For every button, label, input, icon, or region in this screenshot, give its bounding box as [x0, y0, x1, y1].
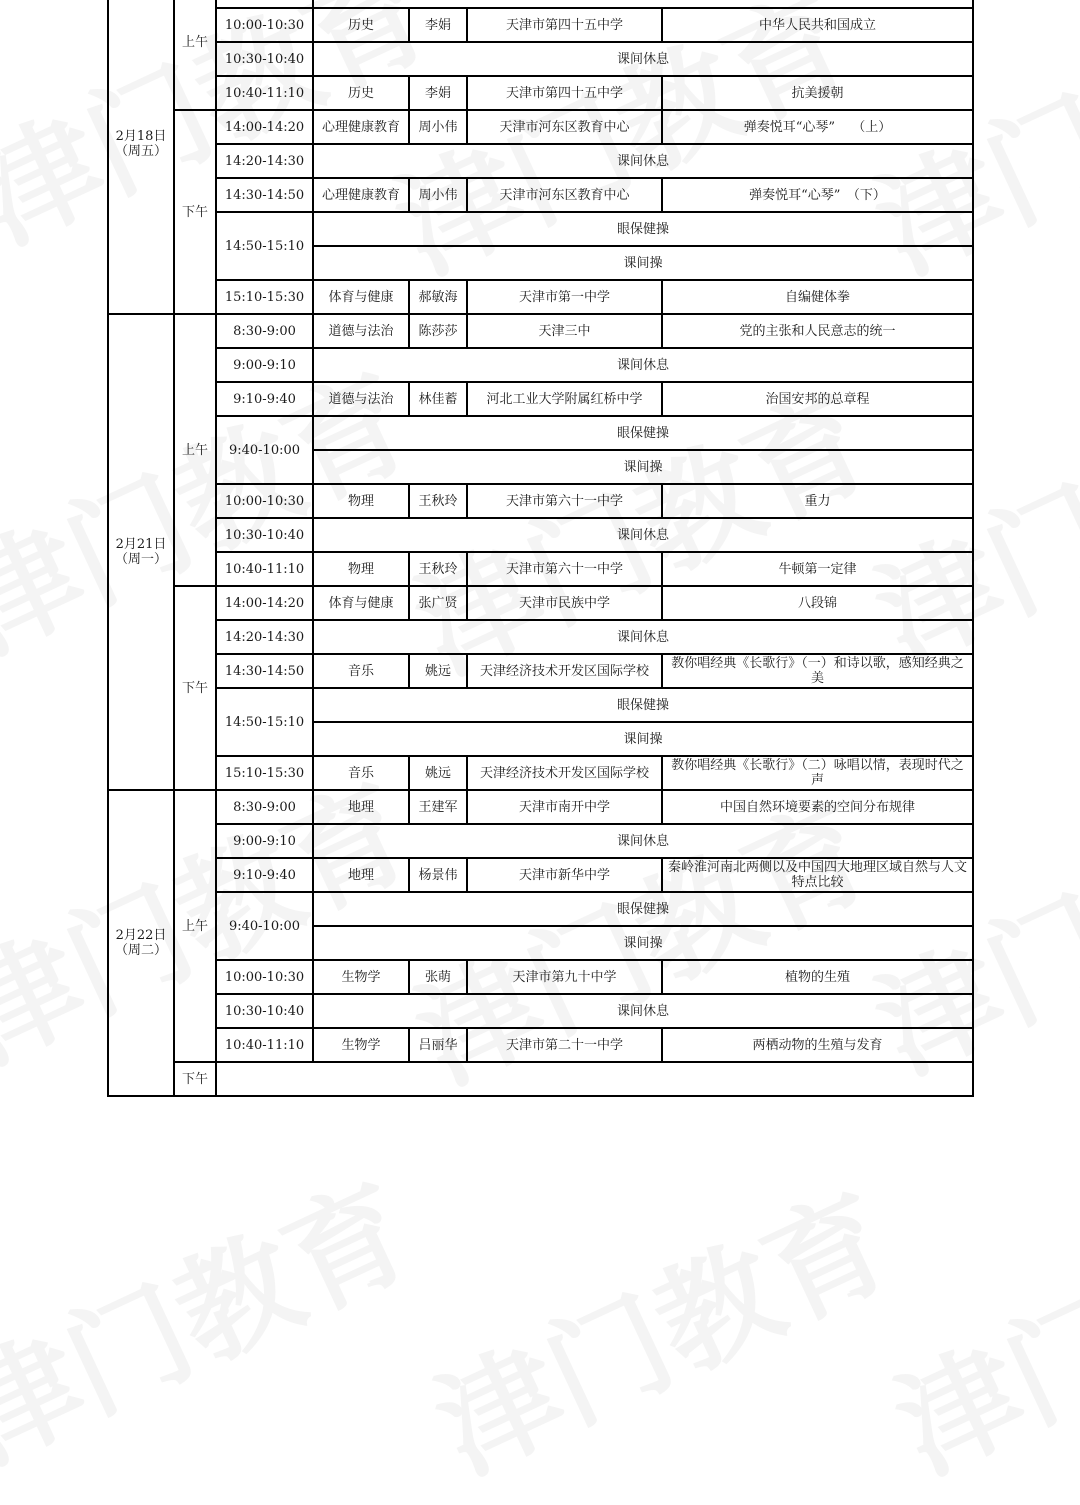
break-cell: 课间休息: [313, 824, 973, 858]
school-cell: 天津市南开中学: [467, 790, 662, 824]
school-cell: 天津市第六十一中学: [467, 484, 662, 518]
break-cell: 眼保健操: [313, 892, 973, 926]
time-cell: 14:50-15:10: [216, 688, 313, 756]
topic-cell: 教你唱经典《长歌行》（一）和诗以歌，感知经典之美: [662, 654, 973, 688]
topic-cell: 自编健体拳: [662, 280, 973, 314]
table-row: [108, 280, 973, 314]
school-cell: 天津三中: [467, 314, 662, 348]
time-cell: 14:00-14:20: [216, 586, 313, 620]
period-cell: 下午: [174, 110, 216, 314]
teacher-cell: 张广贤: [409, 586, 467, 620]
table-row: [108, 654, 973, 688]
teacher-cell: 张萌: [409, 960, 467, 994]
school-cell: 河北工业大学附属红桥中学: [467, 382, 662, 416]
subject-cell: 地理: [313, 790, 409, 824]
teacher-cell: 林佳蓄: [409, 382, 467, 416]
table-row: [108, 144, 973, 178]
break-cell: 课间操: [313, 926, 973, 960]
table-row: [108, 110, 973, 144]
time-cell: 9:00-9:10: [216, 824, 313, 858]
table-row: [108, 960, 973, 994]
table-row: [108, 518, 973, 552]
topic-cell: 两栖动物的生殖与发育: [662, 1028, 973, 1062]
school-cell: 天津市第四十五中学: [467, 76, 662, 110]
topic-cell: 中华人民共和国成立: [662, 8, 973, 42]
topic-cell: 中国自然环境要素的空间分布规律: [662, 790, 973, 824]
teacher-cell: 王建军: [409, 790, 467, 824]
period-cell: 下午: [174, 586, 216, 790]
time-cell: 10:00-10:30: [216, 8, 313, 42]
time-cell: 14:30-14:50: [216, 178, 313, 212]
table-row: [108, 382, 973, 416]
break-cell: 课间操: [313, 246, 973, 280]
time-cell: 15:10-15:30: [216, 280, 313, 314]
teacher-cell: 周小伟: [409, 178, 467, 212]
watermark: [0, 1137, 434, 1496]
time-cell: [216, 0, 313, 8]
date-cell: [108, 790, 174, 1096]
table-row: [108, 76, 973, 110]
table-row: [108, 994, 973, 1028]
watermark: [866, 1147, 1080, 1505]
date-text: 2月18日: [115, 129, 167, 144]
teacher-cell: 王秋玲: [409, 484, 467, 518]
teacher-cell: 杨景伟: [409, 858, 467, 892]
school-cell: 天津市河东区教育中心: [467, 178, 662, 212]
topic-cell: 植物的生殖: [662, 960, 973, 994]
teacher-cell: 陈莎莎: [409, 314, 467, 348]
weekday-text: （周五）: [114, 144, 167, 159]
table-row: [108, 858, 973, 892]
break-cell: 课间休息: [313, 144, 973, 178]
teacher-cell: 李娟: [409, 76, 467, 110]
break-cell: 课间操: [313, 450, 973, 484]
topic-cell: 牛顿第一定律: [662, 552, 973, 586]
subject-cell: 音乐: [313, 756, 409, 790]
time-cell: 14:50-15:10: [216, 212, 313, 280]
time-cell: 10:30-10:40: [216, 994, 313, 1028]
break-cell: 课间操: [313, 722, 973, 756]
table-row: [108, 824, 973, 858]
break-cell: 课间休息: [313, 994, 973, 1028]
school-cell: 天津市新华中学: [467, 858, 662, 892]
date-cell: [108, 314, 174, 790]
time-cell: 14:20-14:30: [216, 144, 313, 178]
table-row: [108, 42, 973, 76]
table-row: [108, 586, 973, 620]
time-cell: 8:30-9:00: [216, 790, 313, 824]
time-cell: 14:00-14:20: [216, 110, 313, 144]
school-cell: 天津市第一中学: [467, 280, 662, 314]
topic-cell: 重力: [662, 484, 973, 518]
break-cell: 课间休息: [313, 620, 973, 654]
table-row: [108, 212, 973, 246]
subject-cell: 历史: [313, 8, 409, 42]
teacher-cell: 吕丽华: [409, 1028, 467, 1062]
period-cell: 下午: [174, 1062, 216, 1096]
time-cell: 10:30-10:40: [216, 518, 313, 552]
break-cell: 眼保健操: [313, 688, 973, 722]
date-text: 2月22日: [115, 928, 167, 943]
empty-cell: [216, 1062, 973, 1096]
school-cell: 天津市河东区教育中心: [467, 110, 662, 144]
teacher-cell: 姚远: [409, 756, 467, 790]
table-row: [108, 790, 973, 824]
subject-cell: 体育与健康: [313, 586, 409, 620]
break-cell: 眼保健操: [313, 416, 973, 450]
table-row: [108, 314, 973, 348]
teacher-cell: 周小伟: [409, 110, 467, 144]
time-cell: 9:10-9:40: [216, 382, 313, 416]
subject-cell: 心理健康教育: [313, 110, 409, 144]
table-row: [108, 178, 973, 212]
table-row: [108, 688, 973, 722]
topic-cell: 秦岭淮河南北两侧以及中国四大地理区域自然与人文特点比较: [662, 858, 973, 892]
school-cell: 天津市第二十一中学: [467, 1028, 662, 1062]
school-cell: 天津市第六十一中学: [467, 552, 662, 586]
subject-cell: 地理: [313, 858, 409, 892]
table-row: [108, 0, 973, 8]
school-cell: 天津经济技术开发区国际学校: [467, 654, 662, 688]
teacher-cell: 姚远: [409, 654, 467, 688]
time-cell: 8:30-9:00: [216, 314, 313, 348]
teacher-cell: 王秋玲: [409, 552, 467, 586]
school-cell: 天津市第九十中学: [467, 960, 662, 994]
topic-cell: 弹奏悦耳“心琴” （下）: [662, 178, 973, 212]
break-cell: 课间休息: [313, 518, 973, 552]
period-cell: 上午: [174, 0, 216, 110]
time-cell: 9:40-10:00: [216, 416, 313, 484]
topic-cell: 抗美援朝: [662, 76, 973, 110]
subject-cell: 道德与法治: [313, 314, 409, 348]
subject-cell: 心理健康教育: [313, 178, 409, 212]
time-cell: 9:40-10:00: [216, 892, 313, 960]
weekday-text: （周二）: [114, 943, 167, 958]
time-cell: 10:00-10:30: [216, 960, 313, 994]
subject-cell: 物理: [313, 552, 409, 586]
table-row: [108, 8, 973, 42]
weekday-text: （周一）: [114, 552, 167, 567]
time-cell: 10:00-10:30: [216, 484, 313, 518]
table-row: [108, 552, 973, 586]
table-row: [108, 348, 973, 382]
topic-cell: 弹奏悦耳“心琴” （上）: [662, 110, 973, 144]
topic-cell: 教你唱经典《长歌行》（二）咏唱以情，表现时代之声: [662, 756, 973, 790]
time-cell: 14:20-14:30: [216, 620, 313, 654]
subject-cell: 物理: [313, 484, 409, 518]
break-cell: 眼保健操: [313, 212, 973, 246]
subject-cell: 历史: [313, 76, 409, 110]
schedule-table: [107, 0, 974, 1097]
topic-cell: 八段锦: [662, 586, 973, 620]
break-cell: 课间休息: [313, 348, 973, 382]
subject-cell: 生物学: [313, 960, 409, 994]
school-cell: 天津市第四十五中学: [467, 8, 662, 42]
table-row: [108, 756, 973, 790]
time-cell: 9:00-9:10: [216, 348, 313, 382]
topic-cell: 治国安邦的总章程: [662, 382, 973, 416]
school-cell: 天津市民族中学: [467, 586, 662, 620]
date-text: 2月21日: [115, 537, 167, 552]
subject-cell: 音乐: [313, 654, 409, 688]
time-cell: 10:40-11:10: [216, 76, 313, 110]
time-cell: 9:10-9:40: [216, 858, 313, 892]
time-cell: 15:10-15:30: [216, 756, 313, 790]
watermark: [406, 1147, 914, 1505]
period-cell: 上午: [174, 790, 216, 1062]
table-row: [108, 892, 973, 926]
subject-cell: 道德与法治: [313, 382, 409, 416]
time-cell: 10:40-11:10: [216, 552, 313, 586]
time-cell: 14:30-14:50: [216, 654, 313, 688]
time-cell: 10:30-10:40: [216, 42, 313, 76]
table-row: [108, 484, 973, 518]
teacher-cell: 郝敏海: [409, 280, 467, 314]
teacher-cell: 李娟: [409, 8, 467, 42]
date-cell: [108, 0, 174, 314]
break-cell: 课间休息: [313, 42, 973, 76]
table-row: [108, 1028, 973, 1062]
break-cell: [313, 0, 973, 8]
school-cell: 天津经济技术开发区国际学校: [467, 756, 662, 790]
subject-cell: 体育与健康: [313, 280, 409, 314]
subject-cell: 生物学: [313, 1028, 409, 1062]
table-row: [108, 620, 973, 654]
table-row: [108, 416, 973, 450]
table-row: [108, 1062, 973, 1096]
topic-cell: 党的主张和人民意志的统一: [662, 314, 973, 348]
time-cell: 10:40-11:10: [216, 1028, 313, 1062]
period-cell: 上午: [174, 314, 216, 586]
